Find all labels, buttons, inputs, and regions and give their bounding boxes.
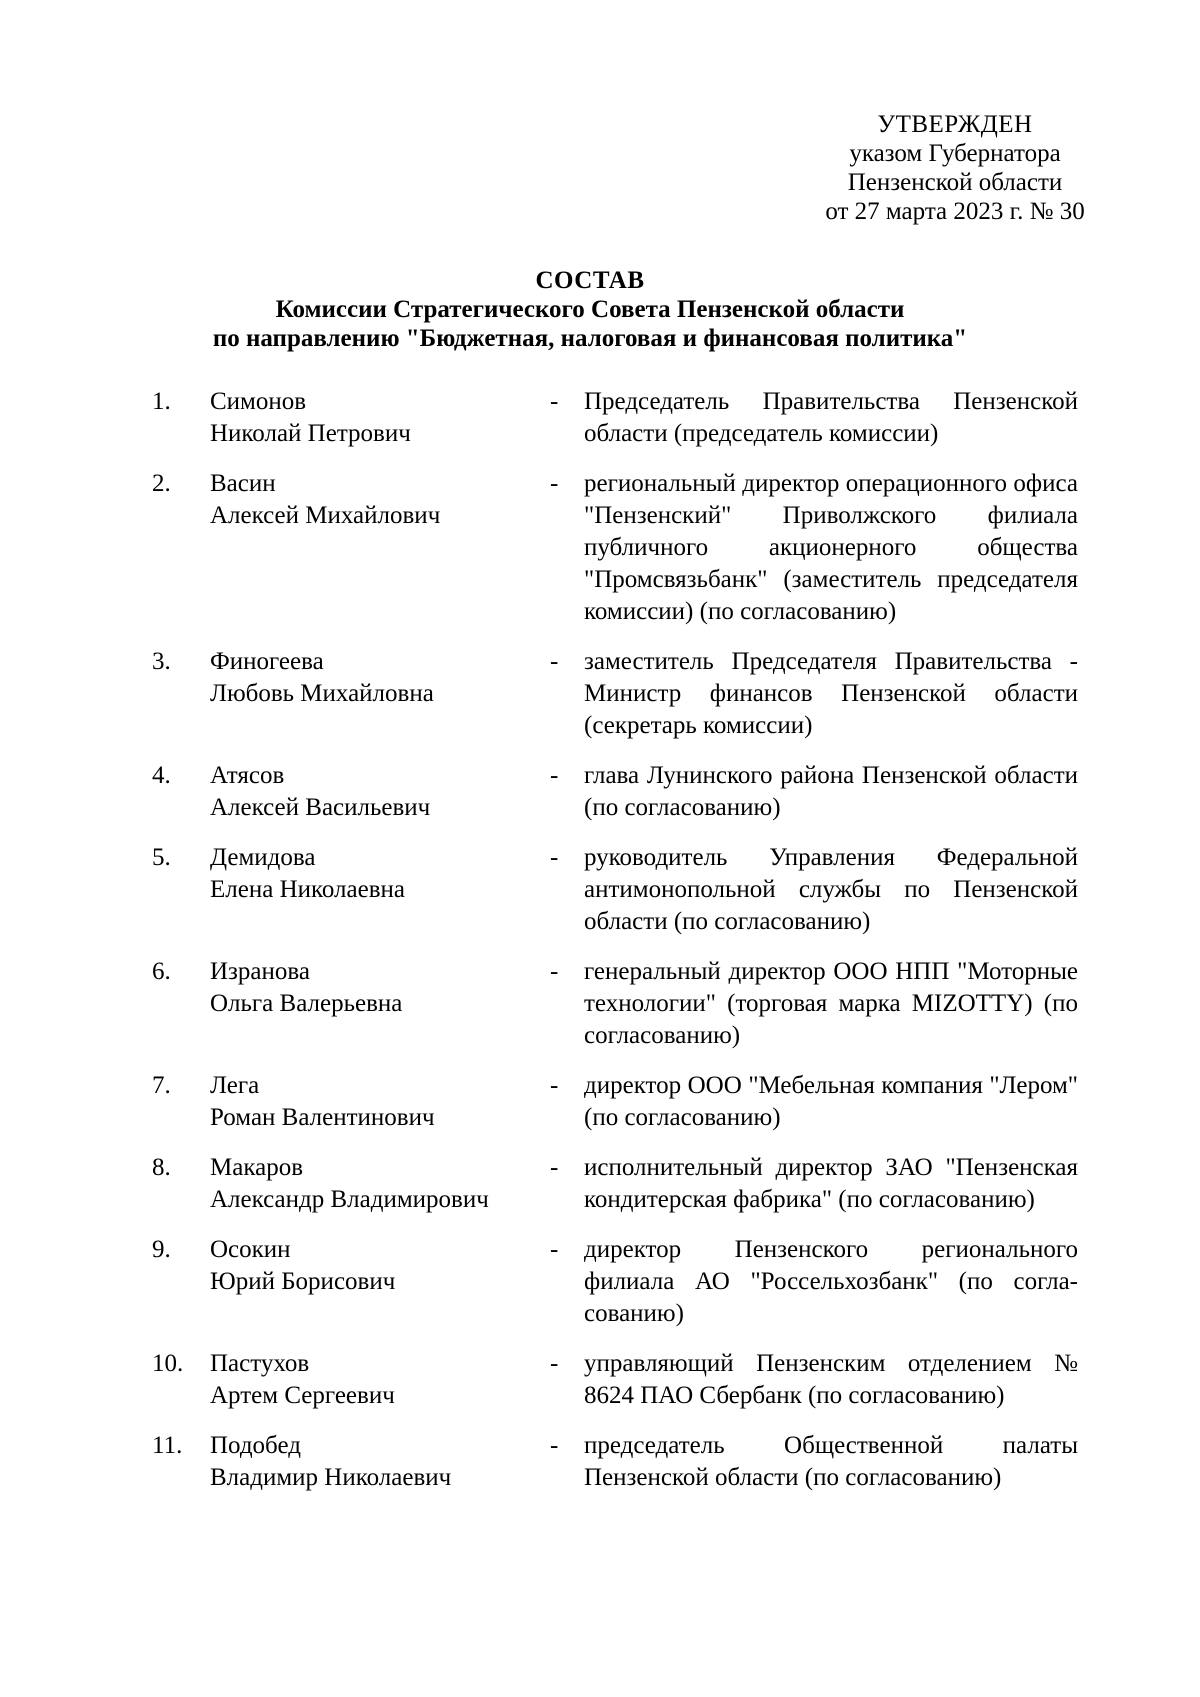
member-surname: Демидова	[210, 844, 316, 871]
document-title-block	[150, 266, 1030, 353]
member-surname: Лега	[210, 1072, 260, 1099]
member-surname: Макаров	[210, 1154, 303, 1181]
member-name	[210, 1234, 550, 1298]
member-surname: Симонов	[210, 388, 307, 415]
member-name	[210, 1070, 550, 1134]
member-dash: -	[550, 1236, 559, 1263]
member-row	[152, 1348, 1132, 1412]
member-row	[152, 1070, 1132, 1134]
member-dash: -	[550, 388, 559, 415]
member-dash: -	[550, 762, 559, 789]
member-name	[210, 956, 550, 1020]
member-row	[152, 1152, 1132, 1216]
member-number: 8.	[152, 1154, 171, 1181]
member-number: 6.	[152, 958, 171, 985]
member-number: 11.	[152, 1432, 183, 1459]
member-given-names: Елена Николаевна	[210, 876, 405, 903]
member-row	[152, 842, 1132, 938]
member-row	[152, 760, 1132, 824]
member-name	[210, 468, 550, 532]
member-name	[210, 1430, 550, 1494]
member-surname: Пастухов	[210, 1350, 310, 1377]
member-dash: -	[550, 1154, 559, 1181]
member-role: руководитель Управления Федеральной антимонопольной службы по Пензенской области (по согласованию)	[584, 844, 1078, 935]
member-given-names: Роман Валентинович	[210, 1104, 435, 1131]
member-role: директор ООО "Мебельная компания "Лером" (по согласованию)	[584, 1072, 1078, 1131]
member-surname: Подобед	[210, 1432, 301, 1459]
member-given-names: Артем Сергеевич	[210, 1382, 395, 1409]
member-given-names: Юрий Борисович	[210, 1268, 396, 1295]
member-row	[152, 956, 1132, 1052]
member-number: 4.	[152, 762, 171, 789]
member-role: исполнительный директор ЗАО "Пензенская кондитерская фабрика" (по согласованию)	[584, 1154, 1078, 1213]
member-number: 2.	[152, 470, 171, 497]
member-dash: -	[550, 1072, 559, 1099]
member-role: управляющий Пензенским отделением № 8624 ПАО Сбербанк (по согласованию)	[584, 1350, 1078, 1409]
member-given-names: Александр Владимирович	[210, 1186, 489, 1213]
document-subtitle-direction: по направлению "Бюджетная, налоговая и финансовая политика"	[212, 325, 968, 352]
member-role: председатель Общественной палаты Пензенской области (по согласованию)	[584, 1432, 1078, 1491]
member-role: заместитель Председателя Правительства - Министр финансов Пензенской области (секретарь комиссии)	[584, 648, 1078, 739]
member-role: генеральный директор ООО НПП "Моторные технологии" (торговая марка MIZOTTY) (по согласованию)	[584, 958, 1078, 1049]
member-given-names: Владимир Николаевич	[210, 1464, 452, 1491]
member-dash: -	[550, 1432, 559, 1459]
member-dash: -	[550, 844, 559, 871]
member-role: Председатель Правительства Пензенской области (председатель комиссии)	[584, 388, 1078, 447]
member-row	[152, 1430, 1132, 1494]
member-name	[210, 646, 550, 710]
member-name	[210, 1152, 550, 1216]
member-number: 7.	[152, 1072, 171, 1099]
member-number: 9.	[152, 1236, 171, 1263]
member-role: директор Пензенского регионального филиала АО "Россельхозбанк" (по согласованию)	[584, 1236, 1078, 1327]
member-number: 1.	[152, 388, 171, 415]
member-dash: -	[550, 648, 559, 675]
member-role: глава Лунинского района Пензенской области (по согласованию)	[584, 762, 1078, 821]
member-name	[210, 760, 550, 824]
member-number: 10.	[152, 1350, 184, 1377]
member-number: 5.	[152, 844, 171, 871]
member-dash: -	[550, 470, 559, 497]
approval-date-line: от 27 марта 2023 г. № 30	[825, 198, 1085, 225]
approval-region-line: Пензенской области	[847, 169, 1063, 196]
member-given-names: Алексей Михайлович	[210, 502, 441, 529]
document-title: СОСТАВ	[535, 267, 645, 294]
member-role: региональный директор операционного офиса "Пензенский" Приволжского филиала публичного акционерного общества "Промсвязьбанк" (заместитель председателя комиссии) (по согласованию)	[584, 470, 1078, 625]
member-name	[210, 842, 550, 906]
member-row	[152, 386, 1132, 450]
document-subtitle-commission: Комиссии Стратегического Совета Пензенской области	[275, 296, 905, 323]
approval-decree-line: указом Губернатора	[849, 140, 1061, 167]
member-given-names: Николай Петрович	[210, 420, 411, 447]
member-surname: Васин	[210, 470, 276, 497]
member-surname: Изранова	[210, 958, 310, 985]
member-given-names: Алексей Васильевич	[210, 794, 431, 821]
member-name	[210, 386, 550, 450]
member-surname: Осокин	[210, 1236, 291, 1263]
member-name	[210, 1348, 550, 1412]
member-dash: -	[550, 958, 559, 985]
member-number: 3.	[152, 648, 171, 675]
member-row	[152, 646, 1132, 742]
member-row	[152, 468, 1132, 628]
approved-heading: УТВЕРЖДЕН	[877, 111, 1033, 138]
members-list	[152, 386, 1132, 1512]
member-given-names: Любовь Михайловна	[210, 680, 434, 707]
member-row	[152, 1234, 1132, 1330]
approval-stamp-block	[790, 110, 1120, 226]
member-surname: Финогеева	[210, 648, 324, 675]
member-surname: Атясов	[210, 762, 285, 789]
member-given-names: Ольга Валерьевна	[210, 990, 403, 1017]
member-dash: -	[550, 1350, 559, 1377]
